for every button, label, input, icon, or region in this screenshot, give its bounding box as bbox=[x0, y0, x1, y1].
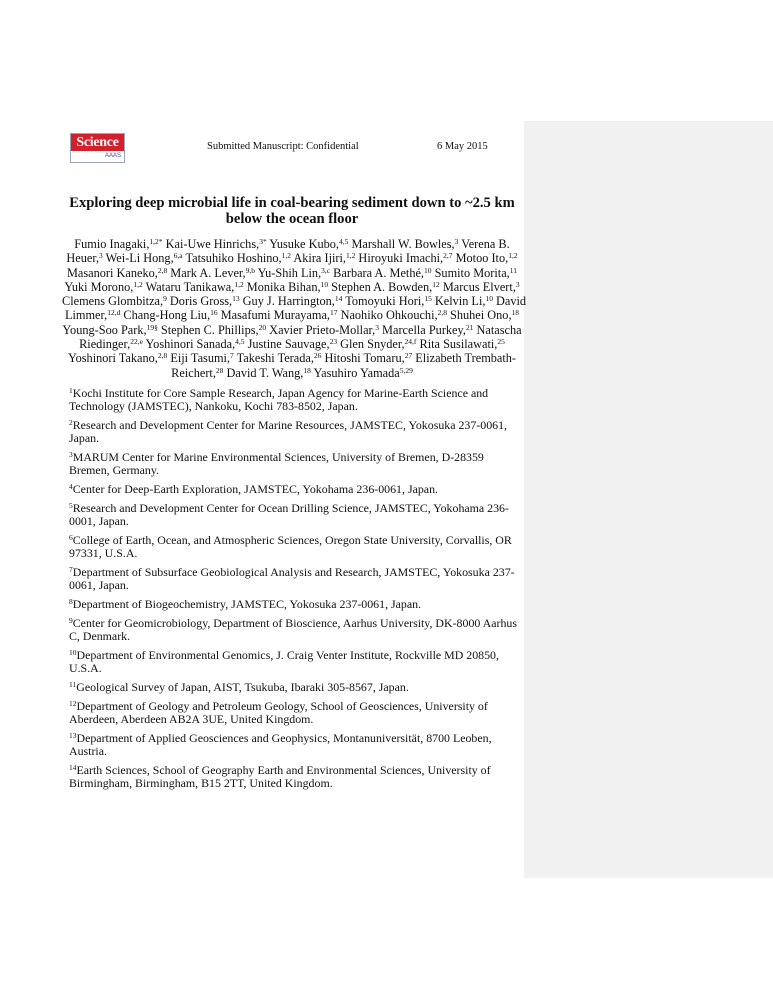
affiliation-item bbox=[69, 483, 519, 496]
author-affiliation-marker: 17 bbox=[330, 308, 338, 318]
affiliation-number: 12 bbox=[69, 699, 77, 708]
author-line bbox=[62, 351, 522, 365]
affiliation-text: Department of Subsurface Geobiological Analysis and Research, JAMSTEC, Yokosuka 237-0061, Japan. bbox=[69, 565, 515, 592]
affiliation-item bbox=[69, 617, 519, 643]
logo-aaas: AAAS bbox=[104, 153, 121, 159]
affiliation-item bbox=[69, 764, 519, 790]
author-affiliation-marker: 21 bbox=[465, 322, 474, 332]
paper-title: Exploring deep microbial life in coal-bearing sediment down to ~2.5 km below the ocean floor bbox=[69, 195, 515, 227]
author-affiliation-marker: 26 bbox=[313, 351, 322, 361]
author-line bbox=[62, 294, 527, 309]
affiliation-text: MARUM Center for Marine Environmental Sciences, University of Bremen, D-28359 Bremen, Germany. bbox=[69, 450, 484, 477]
author-affiliation-marker: 3 bbox=[99, 251, 103, 261]
author-name: Tomoyuki Hori, bbox=[342, 294, 425, 309]
author-affiliation-marker: 1,2 bbox=[345, 251, 356, 261]
affiliation-item bbox=[69, 681, 519, 694]
author-name: Wei-Li Hong, bbox=[102, 251, 174, 266]
author-name: Yusuke Kubo, bbox=[266, 237, 339, 251]
author-name: Clemens Glombitza, bbox=[62, 294, 164, 309]
author-name: David bbox=[492, 294, 527, 309]
author-affiliation-marker: 13 bbox=[232, 294, 240, 304]
author-name: Elizabeth Trembath- bbox=[412, 351, 517, 366]
affiliation-text: Department of Biogeochemistry, JAMSTEC, Yokosuka 237-0061, Japan. bbox=[72, 597, 422, 611]
author-name: Yuki Morono, bbox=[64, 279, 134, 294]
author-name: Xavier Prieto-Mollar, bbox=[266, 322, 376, 337]
author-affiliation-marker: 9 bbox=[163, 294, 167, 304]
affiliation-number: 1 bbox=[69, 386, 73, 395]
affiliation-number: 6 bbox=[69, 533, 73, 542]
affiliation-number: 10 bbox=[69, 648, 77, 657]
author-name: Barbara A. Methé, bbox=[330, 265, 425, 280]
author-affiliation-marker: 1,2* bbox=[149, 237, 163, 246]
author-affiliation-marker: 10 bbox=[424, 265, 432, 275]
author-affiliation-marker: 2,8 bbox=[157, 265, 168, 275]
affiliation-text: Kochi Institute for Core Sample Research, Japan Agency for Marine-Earth Science and Technology (JAMSTEC), Nankoku, Kochi 783-8502, Japan. bbox=[69, 386, 489, 413]
author-name: Kai-Uwe Hinrichs, bbox=[162, 237, 260, 251]
affiliation-text: College of Earth, Ocean, and Atmospheric Sciences, Oregon State University, Corvallis, OR 97331, U.S.A. bbox=[69, 533, 512, 560]
author-affiliation-marker: 14 bbox=[334, 294, 343, 304]
manuscript-label: Submitted Manuscript: Confidential bbox=[207, 141, 359, 152]
author-name: Akira Ijiri, bbox=[291, 251, 346, 266]
author-name: Chang-Hong Liu, bbox=[120, 308, 211, 323]
author-name: Wataru Tanikawa, bbox=[142, 279, 235, 294]
author-affiliation-marker: 1,2 bbox=[133, 279, 143, 289]
author-name: Tatsuhiko Hoshino, bbox=[182, 251, 282, 266]
author-name: David T. Wang, bbox=[223, 365, 304, 380]
logo-text: Science bbox=[71, 134, 124, 151]
author-affiliation-marker: 10 bbox=[485, 294, 493, 304]
manuscript-date: 6 May 2015 bbox=[437, 141, 488, 152]
affiliation-text: Department of Geology and Petroleum Geology, School of Geosciences, University of Aberdeen, Aberdeen AB2A 3UE, United Kingdom. bbox=[69, 699, 488, 726]
affiliation-item bbox=[69, 451, 519, 477]
affiliation-item bbox=[69, 534, 519, 560]
author-affiliation-marker: 19§ bbox=[146, 322, 158, 332]
author-affiliation-marker: 15 bbox=[424, 294, 432, 304]
author-line bbox=[62, 308, 522, 322]
author-list bbox=[62, 237, 527, 380]
author-affiliation-marker: 7 bbox=[230, 351, 234, 361]
author-name: Young-Soo Park, bbox=[62, 322, 147, 337]
affiliation-text: Department of Applied Geosciences and Geophysics, Montanuniversität, 8700 Leoben, Austria. bbox=[69, 731, 492, 758]
author-name: Natascha bbox=[473, 322, 522, 337]
author-affiliation-marker: 3,c bbox=[321, 265, 331, 275]
author-affiliation-marker: 3 bbox=[515, 279, 520, 289]
author-name: Naohiko Ohkouchi, bbox=[337, 308, 438, 323]
author-name: Fumio Inagaki, bbox=[74, 237, 150, 251]
author-line bbox=[62, 280, 522, 294]
author-name: Verena B. bbox=[458, 237, 510, 251]
affiliation-number: 3 bbox=[69, 450, 73, 459]
affiliation-number: 7 bbox=[69, 565, 73, 574]
author-name: Doris Gross, bbox=[166, 294, 233, 309]
author-name: Hiroyuki Imachi, bbox=[355, 251, 444, 266]
author-affiliation-marker: 23 bbox=[329, 337, 338, 347]
author-name: Marcella Purkey, bbox=[378, 322, 466, 337]
author-affiliation-marker: 2,8 bbox=[157, 351, 168, 361]
author-name: Monika Bihan, bbox=[243, 279, 321, 294]
author-affiliation-marker: 16 bbox=[210, 308, 218, 318]
author-line bbox=[62, 337, 522, 351]
author-name: Yasuhiro Yamada bbox=[310, 365, 400, 380]
author-affiliation-marker: 1,2 bbox=[508, 251, 518, 261]
affiliation-text: Department of Environmental Genomics, J. Craig Venter Institute, Rockville MD 20850, U.S.A. bbox=[69, 648, 499, 675]
author-affiliation-marker: 4,5 bbox=[339, 237, 349, 246]
author-name: Limmer, bbox=[64, 308, 108, 323]
affiliation-item bbox=[69, 566, 519, 592]
affiliation-item bbox=[69, 700, 519, 726]
author-affiliation-marker: 12,d bbox=[107, 308, 121, 318]
affiliation-text: Research and Development Center for Marine Resources, JAMSTEC, Yokosuka 237-0061, Japan. bbox=[69, 418, 508, 445]
affiliation-item bbox=[69, 387, 519, 413]
affiliation-number: 4 bbox=[69, 482, 73, 491]
affiliation-number: 14 bbox=[69, 763, 77, 772]
author-name: Yoshinori Takano, bbox=[67, 351, 158, 366]
author-line bbox=[62, 251, 522, 265]
affiliation-number: 5 bbox=[69, 501, 73, 510]
affiliation-number: 11 bbox=[69, 680, 77, 689]
author-affiliation-marker: 18 bbox=[511, 308, 520, 318]
affiliation-number: 13 bbox=[69, 731, 77, 740]
science-logo bbox=[70, 133, 125, 163]
author-name: Marcus Elvert, bbox=[439, 279, 516, 294]
affiliation-item bbox=[69, 732, 519, 758]
author-line bbox=[62, 237, 522, 251]
author-name: Eiji Tasumi, bbox=[167, 351, 231, 366]
affiliation-text: Geological Survey of Japan, AIST, Tsukuba, Ibaraki 305-8567, Japan. bbox=[76, 680, 409, 694]
author-affiliation-marker: 22,e bbox=[130, 337, 143, 347]
affiliation-text: Research and Development Center for Ocean Drilling Science, JAMSTEC, Yokohama 236-0001, Japan. bbox=[69, 501, 509, 528]
author-affiliation-marker: 6,a bbox=[173, 251, 183, 261]
affiliation-list bbox=[69, 387, 519, 796]
author-name: Guy J. Harrington, bbox=[239, 294, 335, 309]
affiliation-number: 8 bbox=[69, 597, 73, 606]
author-affiliation-marker: 28 bbox=[215, 365, 224, 375]
author-name: Rita Susilawati, bbox=[416, 337, 498, 352]
author-name: Stephen A. Bowden, bbox=[328, 279, 433, 294]
affiliation-item bbox=[69, 649, 519, 675]
author-affiliation-marker: 4,5 bbox=[235, 337, 245, 347]
author-name: Shuhei Ono, bbox=[446, 308, 512, 323]
author-affiliation-marker: 20 bbox=[258, 322, 267, 332]
author-name: Motoo Ito, bbox=[452, 251, 509, 266]
author-affiliation-marker: 18 bbox=[303, 365, 311, 375]
affiliation-text: Center for Geomicrobiology, Department of Bioscience, Aarhus University, DK-8000 Aarhus C, Denmark. bbox=[69, 616, 517, 643]
author-affiliation-marker: 3* bbox=[259, 237, 267, 246]
author-name: Yoshinori Sanada, bbox=[142, 337, 236, 352]
author-affiliation-marker: 2,7 bbox=[443, 251, 453, 261]
author-affiliation-marker: 5,29 bbox=[399, 365, 413, 375]
author-name: Justine Sauvage, bbox=[244, 337, 330, 352]
author-affiliation-marker: 2,8 bbox=[437, 308, 447, 318]
affiliation-number: 2 bbox=[69, 418, 73, 427]
author-name: Mark A. Lever, bbox=[167, 265, 246, 280]
affiliation-item bbox=[69, 598, 519, 611]
author-name: Yu-Shih Lin, bbox=[254, 265, 322, 280]
author-affiliation-marker: 11 bbox=[509, 265, 517, 275]
author-name: Takeshi Terada, bbox=[233, 351, 314, 366]
author-name: Masafumi Murayama, bbox=[217, 308, 330, 323]
author-affiliation-marker: 3 bbox=[454, 237, 459, 246]
author-name: Stephen C. Phillips, bbox=[157, 322, 259, 337]
affiliation-item bbox=[69, 502, 519, 528]
author-name: Heuer, bbox=[66, 251, 100, 266]
author-name: Reichert, bbox=[171, 365, 216, 380]
author-affiliation-marker: 3 bbox=[375, 322, 379, 332]
affiliation-text: Center for Deep-Earth Exploration, JAMSTEC, Yokohama 236-0061, Japan. bbox=[72, 482, 438, 496]
author-name: Marshall W. Bowles, bbox=[348, 237, 455, 251]
author-name: Masanori Kaneko, bbox=[67, 265, 158, 280]
author-affiliation-marker: 24,f bbox=[404, 337, 417, 347]
author-name: Riedinger, bbox=[79, 337, 131, 352]
author-line bbox=[62, 366, 522, 380]
author-line bbox=[62, 266, 522, 280]
author-affiliation-marker: 25 bbox=[497, 337, 505, 347]
author-line bbox=[62, 323, 522, 337]
author-name: Hitoshi Tomaru, bbox=[321, 351, 405, 366]
author-name: Glen Snyder, bbox=[337, 337, 405, 352]
affiliation-text: Earth Sciences, School of Geography Earth and Environmental Sciences, University of Birmingham, Birmingham, B15 2TT, United Kingdom. bbox=[69, 763, 491, 790]
author-affiliation-marker: 10 bbox=[320, 279, 329, 289]
author-affiliation-marker: 1,2 bbox=[234, 279, 244, 289]
author-affiliation-marker: 1,2 bbox=[281, 251, 291, 261]
author-affiliation-marker: 9,b bbox=[245, 265, 255, 275]
affiliation-number: 9 bbox=[69, 616, 73, 625]
author-name: Kelvin Li, bbox=[431, 294, 486, 309]
affiliation-item bbox=[69, 419, 519, 445]
comment-margin-panel bbox=[524, 121, 773, 878]
author-affiliation-marker: 12 bbox=[432, 279, 440, 289]
author-affiliation-marker: 27 bbox=[404, 351, 413, 361]
author-name: Sumito Morita, bbox=[431, 265, 510, 280]
